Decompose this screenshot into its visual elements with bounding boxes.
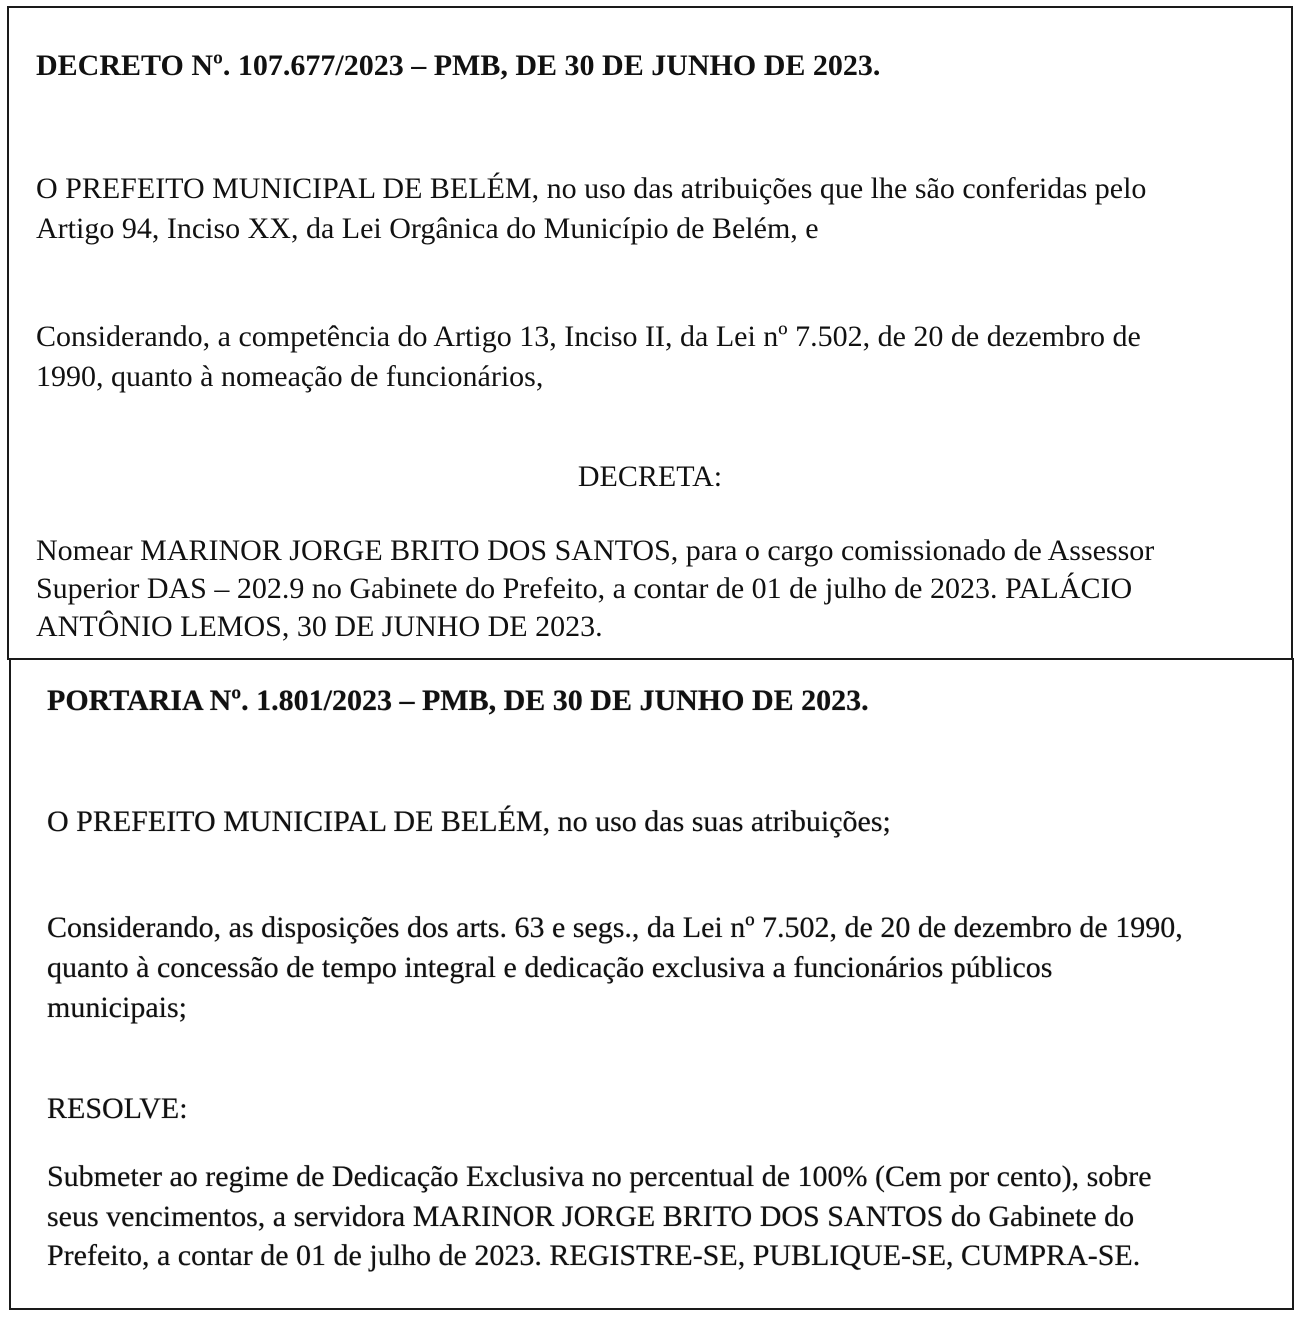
- decreto-body-line: Superior DAS – 202.9 no Gabinete do Prefeito, a contar de 01 de julho de 2023. PALÁCIO: [36, 572, 1133, 605]
- portaria-considerando-line: Considerando, as disposições dos arts. 63 e segs., da Lei nº 7.502, de 20 de dezembro de 1990,: [47, 911, 1183, 944]
- decreto-considerando-line: Considerando, a competência do Artigo 13, Inciso II, da Lei nº 7.502, de 20 de dezembro de: [36, 320, 1141, 353]
- portaria-section: [9, 658, 1294, 1310]
- portaria-body-line: Prefeito, a contar de 01 de julho de 2023. REGISTRE-SE, PUBLIQUE-SE, CUMPRA-SE.: [47, 1239, 1141, 1272]
- portaria-title: PORTARIA Nº. 1.801/2023 – PMB, DE 30 DE JUNHO DE 2023.: [47, 684, 869, 717]
- decreto-considerando-line: 1990, quanto à nomeação de funcionários,: [36, 360, 544, 393]
- portaria-considerando-line: quanto à concessão de tempo integral e dedicação exclusiva a funcionários públicos: [47, 951, 1053, 984]
- decreto-body-line: ANTÔNIO LEMOS, 30 DE JUNHO DE 2023.: [36, 610, 603, 643]
- portaria-intro: O PREFEITO MUNICIPAL DE BELÉM, no uso das suas atribuições;: [47, 805, 891, 838]
- resolve-heading: RESOLVE:: [47, 1092, 188, 1125]
- decreto-section: [7, 6, 1293, 660]
- portaria-considerando-line: municipais;: [47, 991, 187, 1024]
- decreta-heading: DECRETA:: [577, 460, 723, 493]
- decreto-intro-line: Artigo 94, Inciso XX, da Lei Orgânica do Município de Belém, e: [36, 212, 819, 245]
- decreto-title: DECRETO Nº. 107.677/2023 – PMB, DE 30 DE JUNHO DE 2023.: [36, 49, 881, 82]
- decreto-intro-line: O PREFEITO MUNICIPAL DE BELÉM, no uso das atribuições que lhe são conferidas pelo: [36, 172, 1147, 205]
- decreto-body-line: Nomear MARINOR JORGE BRITO DOS SANTOS, para o cargo comissionado de Assessor: [36, 534, 1155, 567]
- portaria-body-line: Submeter ao regime de Dedicação Exclusiva no percentual de 100% (Cem por cento), sobre: [47, 1160, 1152, 1193]
- portaria-body-line: seus vencimentos, a servidora MARINOR JORGE BRITO DOS SANTOS do Gabinete do: [47, 1200, 1135, 1233]
